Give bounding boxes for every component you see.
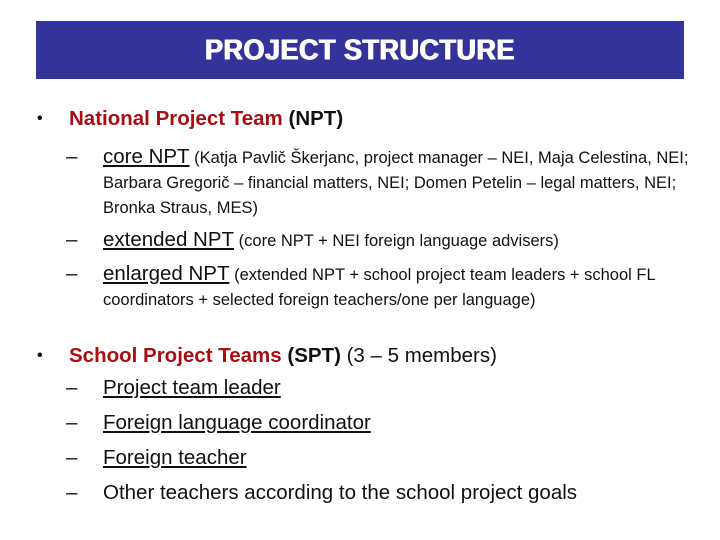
dash-icon: – <box>66 145 78 168</box>
dash-icon: – <box>66 481 78 504</box>
subitem-label: extended NPT <box>103 228 235 251</box>
subitem-label: Foreign teacher <box>103 446 247 469</box>
subitem-detail: (core NPT + NEI foreign language advisers) <box>234 232 559 250</box>
subitem-label: Foreign language coordinator <box>103 411 371 434</box>
subitem-label: Project team leader <box>103 376 281 399</box>
subitem-project-team-leader <box>66 376 696 400</box>
subitem-foreign-language-coordinator <box>66 411 696 435</box>
dash-icon: – <box>66 446 78 469</box>
subitem-enlarged-npt <box>66 262 696 312</box>
subitem-label: enlarged NPT <box>103 262 230 285</box>
subitem-core-npt <box>66 145 696 220</box>
dash-icon: – <box>66 411 78 434</box>
bullet-national-project-team <box>37 107 343 131</box>
dash-icon: – <box>66 262 78 285</box>
subitem-foreign-teacher <box>66 446 696 470</box>
dash-icon: – <box>66 376 78 399</box>
bullet-note: (3 – 5 members) <box>340 344 497 367</box>
subitem-other-teachers <box>66 481 696 505</box>
subitem-detail: (extended NPT + school project team leaders + school FL coordinators + selected foreign teachers/one per language) <box>103 266 656 309</box>
bullet-abbrev: (NPT) <box>282 107 344 130</box>
bullet-abbrev: (SPT) <box>281 344 341 367</box>
bullet-highlight: National Project Team <box>69 107 283 130</box>
bullet-school-project-teams <box>37 344 497 368</box>
subitem-label: Other teachers according to the school project goals <box>103 481 578 504</box>
subitem-label: core NPT <box>103 145 190 168</box>
bullet-dot-icon: • <box>37 110 43 127</box>
dash-icon: – <box>66 228 78 251</box>
bullet-highlight: School Project Teams <box>69 344 282 367</box>
bullet-dot-icon: • <box>37 347 43 364</box>
slide-title: PROJECT STRUCTURE <box>204 33 516 66</box>
subitem-detail: (Katja Pavlič Škerjanc, project manager – NEI, Maja Celestina, NEI; Barbara Gregorič – financial matters, NEI; Domen Petelin – legal matters, NEI; Bronka Straus, MES) <box>103 149 689 217</box>
subitem-extended-npt <box>66 228 696 253</box>
title-banner <box>36 21 684 79</box>
